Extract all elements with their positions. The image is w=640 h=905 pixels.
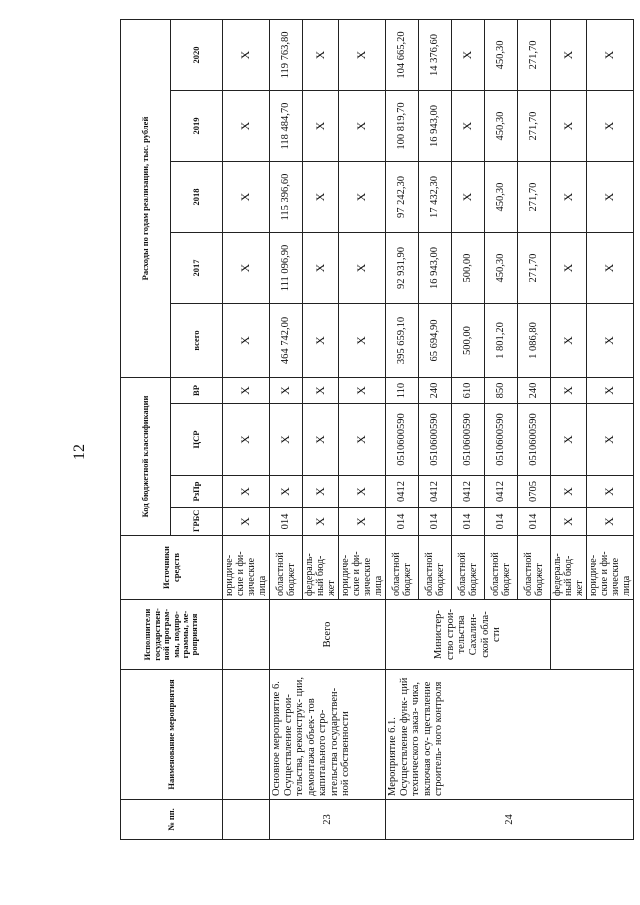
- y2018-cell: 115 396,60: [270, 162, 303, 233]
- csr-cell: X: [270, 404, 303, 476]
- csr-cell: X: [339, 404, 386, 476]
- header-sources: Источники средств: [121, 536, 223, 600]
- y2017-cell: 111 096,90: [270, 233, 303, 304]
- executor-23: Всего: [270, 600, 386, 670]
- y2018-cell: 17 432,30: [419, 162, 452, 233]
- csr-cell: X: [223, 404, 270, 476]
- header-total: всего: [171, 304, 223, 378]
- csr-cell: X: [587, 404, 634, 476]
- table-row: [386, 19, 419, 839]
- header-csr: ЦСР: [171, 404, 223, 476]
- vr-cell: X: [303, 378, 339, 404]
- rzpr-cell: X: [223, 476, 270, 508]
- source-cell: юридиче- ские и фи- зические лица: [223, 536, 270, 600]
- y2019-cell: 271,70: [518, 91, 551, 162]
- y2018-cell: X: [303, 162, 339, 233]
- y2017-cell: X: [303, 233, 339, 304]
- header-executor: Исполнители государствен- ной програм- мы, подпро- граммы, ме- роприятия: [121, 600, 223, 670]
- vr-cell: X: [339, 378, 386, 404]
- cont-executor-cell: [223, 600, 270, 670]
- vr-cell: 240: [419, 378, 452, 404]
- vr-cell: 850: [485, 378, 518, 404]
- rzpr-cell: X: [303, 476, 339, 508]
- rzpr-cell: 0412: [485, 476, 518, 508]
- y2017-cell: X: [339, 233, 386, 304]
- csr-cell: X: [551, 404, 587, 476]
- source-cell: областной бюджет: [386, 536, 419, 600]
- y2020-cell: X: [551, 19, 587, 90]
- total-cell: X: [303, 304, 339, 378]
- y2019-cell: X: [303, 91, 339, 162]
- y2018-cell: 450,30: [485, 162, 518, 233]
- csr-cell: 0510600590: [452, 404, 485, 476]
- y2017-cell: 92 931,90: [386, 233, 419, 304]
- vr-cell: X: [551, 378, 587, 404]
- grbs-cell: 014: [419, 508, 452, 536]
- y2020-cell: X: [339, 19, 386, 90]
- y2018-cell: X: [551, 162, 587, 233]
- total-cell: 395 659,10: [386, 304, 419, 378]
- y2018-cell: X: [223, 162, 270, 233]
- csr-cell: 0510600590: [485, 404, 518, 476]
- rotated-table-container: [120, 20, 632, 840]
- y2020-cell: 450,30: [485, 19, 518, 90]
- header-2020: 2020: [171, 19, 223, 90]
- csr-cell: 0510600590: [518, 404, 551, 476]
- header-2017: 2017: [171, 233, 223, 304]
- header-kbk: Код бюджетной классификации: [121, 378, 171, 536]
- vr-cell: X: [587, 378, 634, 404]
- row-number-24: 24: [386, 800, 634, 840]
- total-cell: 1 801,20: [485, 304, 518, 378]
- header-name: Наименование мероприятия: [121, 670, 223, 800]
- rzpr-cell: X: [587, 476, 634, 508]
- grbs-cell: X: [587, 508, 634, 536]
- y2018-cell: X: [452, 162, 485, 233]
- source-cell: областной бюджет: [270, 536, 303, 600]
- header-grbs: ГРБС: [171, 508, 223, 536]
- total-cell: 500,00: [452, 304, 485, 378]
- rzpr-cell: 0412: [452, 476, 485, 508]
- table-row: [270, 19, 303, 839]
- rzpr-cell: X: [270, 476, 303, 508]
- source-cell: юридиче- ские и фи- зические лица: [339, 536, 386, 600]
- source-cell: федераль- ный бюд- жет: [303, 536, 339, 600]
- total-cell: X: [587, 304, 634, 378]
- y2020-cell: X: [223, 19, 270, 90]
- grbs-cell: 014: [452, 508, 485, 536]
- source-cell: юридиче- ские и фи- зические лица: [587, 536, 634, 600]
- total-cell: X: [551, 304, 587, 378]
- y2019-cell: X: [339, 91, 386, 162]
- y2020-cell: 14 376,60: [419, 19, 452, 90]
- y2019-cell: 16 943,00: [419, 91, 452, 162]
- budget-table: [120, 19, 634, 840]
- vr-cell: X: [223, 378, 270, 404]
- vr-cell: 110: [386, 378, 419, 404]
- y2017-cell: 16 943,00: [419, 233, 452, 304]
- rzpr-cell: 0705: [518, 476, 551, 508]
- executor-24: Министер- ство строи- тельства Сахалин- ской обла- сти: [386, 600, 551, 670]
- y2017-cell: 450,30: [485, 233, 518, 304]
- row-number-23: 23: [270, 800, 386, 840]
- activity-name-24: Мероприятие 6.1. Осуществление функ- ций технического заказ- чика, включая осу- ществление строитель- ного контроля: [386, 670, 634, 800]
- total-cell: 65 694,90: [419, 304, 452, 378]
- y2019-cell: 450,30: [485, 91, 518, 162]
- y2020-cell: 104 665,20: [386, 19, 419, 90]
- activity-name-23: Основное мероприятие 6. Осуществление строи- тельства, реконструк- ции, демонтажа объек- тов капитального стро- ительства государствен- ной собственности: [270, 670, 386, 800]
- grbs-cell: 014: [518, 508, 551, 536]
- rzpr-cell: X: [551, 476, 587, 508]
- y2017-cell: X: [587, 233, 634, 304]
- header-no: № пп.: [121, 800, 223, 840]
- vr-cell: X: [270, 378, 303, 404]
- grbs-cell: X: [339, 508, 386, 536]
- vr-cell: 610: [452, 378, 485, 404]
- cont-num-cell: [223, 800, 270, 840]
- header-vr: ВР: [171, 378, 223, 404]
- y2019-cell: X: [587, 91, 634, 162]
- vr-cell: 240: [518, 378, 551, 404]
- grbs-cell: 014: [386, 508, 419, 536]
- header-expenses: Расходы по годам реализации, тыс. рублей: [121, 19, 171, 377]
- grbs-cell: X: [303, 508, 339, 536]
- y2018-cell: 97 242,30: [386, 162, 419, 233]
- source-cell: областной бюджет: [485, 536, 518, 600]
- y2018-cell: X: [339, 162, 386, 233]
- y2017-cell: X: [551, 233, 587, 304]
- cont-name-cell: [223, 670, 270, 800]
- executor-24-empty: [551, 600, 634, 670]
- y2017-cell: X: [223, 233, 270, 304]
- page-number: 12: [71, 444, 88, 460]
- total-cell: 1 086,80: [518, 304, 551, 378]
- grbs-cell: 014: [485, 508, 518, 536]
- rzpr-cell: X: [339, 476, 386, 508]
- header-2019: 2019: [171, 91, 223, 162]
- grbs-cell: 014: [270, 508, 303, 536]
- table-row: [223, 19, 270, 839]
- header-rzpr: РзПр: [171, 476, 223, 508]
- rzpr-cell: 0412: [419, 476, 452, 508]
- grbs-cell: X: [223, 508, 270, 536]
- y2017-cell: 271,70: [518, 233, 551, 304]
- y2019-cell: 118 484,70: [270, 91, 303, 162]
- csr-cell: X: [303, 404, 339, 476]
- y2019-cell: X: [452, 91, 485, 162]
- y2020-cell: X: [303, 19, 339, 90]
- total-cell: X: [339, 304, 386, 378]
- y2018-cell: 271,70: [518, 162, 551, 233]
- csr-cell: 0510600590: [386, 404, 419, 476]
- source-cell: областной бюджет: [419, 536, 452, 600]
- source-cell: областной бюджет: [452, 536, 485, 600]
- y2019-cell: X: [551, 91, 587, 162]
- source-cell: федераль- ный бюд- жет: [551, 536, 587, 600]
- y2020-cell: 119 763,80: [270, 19, 303, 90]
- csr-cell: 0510600590: [419, 404, 452, 476]
- grbs-cell: X: [551, 508, 587, 536]
- y2020-cell: 271,70: [518, 19, 551, 90]
- y2018-cell: X: [587, 162, 634, 233]
- header-2018: 2018: [171, 162, 223, 233]
- y2020-cell: X: [587, 19, 634, 90]
- header-row-1: [121, 19, 171, 839]
- total-cell: 464 742,00: [270, 304, 303, 378]
- y2017-cell: 500,00: [452, 233, 485, 304]
- y2019-cell: 100 819,70: [386, 91, 419, 162]
- rzpr-cell: 0412: [386, 476, 419, 508]
- source-cell: областной бюджет: [518, 536, 551, 600]
- y2020-cell: X: [452, 19, 485, 90]
- total-cell: X: [223, 304, 270, 378]
- y2019-cell: X: [223, 91, 270, 162]
